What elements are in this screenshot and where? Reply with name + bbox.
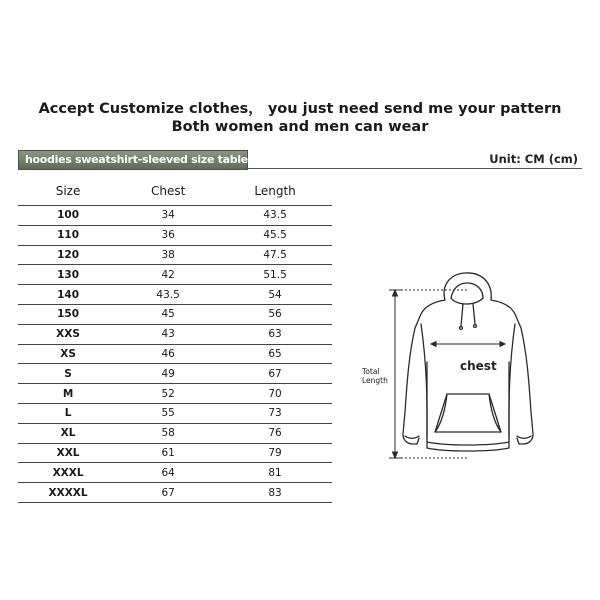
table-row [18, 304, 332, 324]
chest-label: chest [460, 359, 497, 373]
cell-length: 70 [218, 384, 332, 404]
cell-size: XL [18, 423, 118, 443]
cell-chest: 52 [118, 384, 218, 404]
cell-length: 83 [218, 483, 332, 503]
headline-customize: Accept Customize clothes， you just need send me your pattern [38, 101, 562, 117]
table-row [18, 225, 332, 245]
cell-chest: 36 [118, 225, 218, 245]
cell-length: 56 [218, 304, 332, 324]
cell-chest: 34 [118, 206, 218, 226]
cell-size: 130 [18, 265, 118, 285]
cell-chest: 67 [118, 483, 218, 503]
table-header-row [18, 177, 332, 206]
table-row [18, 423, 332, 443]
table-row [18, 384, 332, 404]
cell-size: XXS [18, 324, 118, 344]
cell-chest: 61 [118, 443, 218, 463]
table-row [18, 344, 332, 364]
cell-chest: 58 [118, 423, 218, 443]
table-row [18, 364, 332, 384]
headline-wear: Both women and men can wear [171, 119, 429, 135]
cell-chest: 38 [118, 245, 218, 265]
size-table-body [18, 206, 332, 503]
cell-length: 45.5 [218, 225, 332, 245]
unit-label: Unit: CM (cm) [489, 152, 578, 166]
cell-chest: 55 [118, 403, 218, 423]
cell-chest: 64 [118, 463, 218, 483]
size-table [18, 177, 332, 503]
cell-length: 73 [218, 403, 332, 423]
cell-length: 79 [218, 443, 332, 463]
cell-length: 65 [218, 344, 332, 364]
cell-length: 54 [218, 285, 332, 305]
cell-length: 47.5 [218, 245, 332, 265]
cell-size: 140 [18, 285, 118, 305]
cell-size: M [18, 384, 118, 404]
cell-size: XXL [18, 443, 118, 463]
table-row [18, 245, 332, 265]
table-row [18, 285, 332, 305]
table-row [18, 265, 332, 285]
cell-length: 63 [218, 324, 332, 344]
cell-size: XXXL [18, 463, 118, 483]
cell-length: 67 [218, 364, 332, 384]
cell-chest: 42 [118, 265, 218, 285]
cell-chest: 46 [118, 344, 218, 364]
header-size: Size [18, 177, 118, 206]
cell-size: S [18, 364, 118, 384]
table-row [18, 403, 332, 423]
size-table-banner [18, 150, 248, 170]
banner-rule [248, 168, 582, 169]
cell-size: 150 [18, 304, 118, 324]
cell-chest: 43.5 [118, 285, 218, 305]
cell-chest: 43 [118, 324, 218, 344]
cell-chest: 49 [118, 364, 218, 384]
cell-length: 76 [218, 423, 332, 443]
cell-size: L [18, 403, 118, 423]
table-row [18, 206, 332, 226]
table-row [18, 443, 332, 463]
table-row [18, 463, 332, 483]
cell-chest: 45 [118, 304, 218, 324]
cell-length: 43.5 [218, 206, 332, 226]
table-row [18, 483, 332, 503]
cell-size: 100 [18, 206, 118, 226]
cell-length: 51.5 [218, 265, 332, 285]
cell-size: 120 [18, 245, 118, 265]
cell-size: XS [18, 344, 118, 364]
table-row [18, 324, 332, 344]
header-chest: Chest [118, 177, 218, 206]
cell-size: 110 [18, 225, 118, 245]
cell-length: 81 [218, 463, 332, 483]
cell-size: XXXXL [18, 483, 118, 503]
banner-title: hoodies sweatshirt-sleeved size table [25, 153, 248, 166]
header-length: Length [218, 177, 332, 206]
total-length-label: Total Length [362, 367, 388, 385]
